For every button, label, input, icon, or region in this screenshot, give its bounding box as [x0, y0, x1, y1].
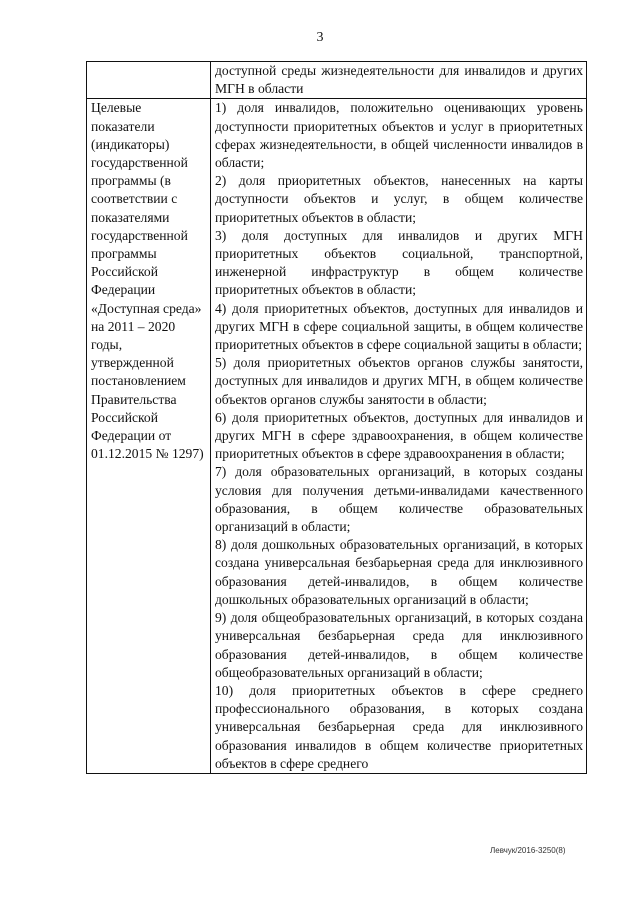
indicators-label-cell: Целевые показатели (индикаторы) государственной программы (в соответствии с показателями государственной программы Российской Федерации «Доступная среда» на 2011 – 2020 годы, утвержденной постановлением Правительства Российской Федерации от 01.12.2015 № 1297) [87, 99, 211, 774]
indicator-item-2: 2) доля приоритетных объектов, нанесенных на карты доступности объектов и услуг, в общем количестве приоритетных объектов в области; [215, 173, 583, 225]
row1-left-cell [87, 62, 211, 99]
indicator-item-1: 1) доля инвалидов, положительно оценивающих уровень доступности приоритетных объектов и услуг в приоритетных сферах жизнедеятельности, в общей численности инвалидов в области; [215, 100, 583, 171]
indicator-item-10: 10) доля приоритетных объектов в сфере среднего профессионального образования, в которых создана универсальная безбарьерная среда для инклюзивного образования инвалидов в общем количестве приоритетных объектов в сфере среднего [215, 682, 583, 771]
table-row [87, 62, 587, 99]
indicators-list-cell [211, 99, 587, 774]
indicator-item-8: 8) доля дошкольных образовательных организаций, в которых создана универсальная безбарьерная среда для инклюзивного образования детей-инвалидов, в общем количестве дошкольных образовательных организаций в области; [215, 537, 583, 607]
table-row [87, 99, 587, 774]
indicator-item-3: 3) доля доступных для инвалидов и других МГН приоритетных объектов социальной, транспортной, инженерной инфраструктур в общем количестве приоритетных объектов в области; [215, 227, 583, 298]
indicator-item-6: 6) доля приоритетных объектов, доступных для инвалидов и других МГН в сфере здравоохранения, в общем количестве приоритетных объектов в сфере здравоохранения в области; [215, 409, 583, 462]
page-number: 3 [316, 30, 324, 45]
indicator-item-9: 9) доля общеобразовательных организаций, в которых создана универсальная безбарьерная среда для инклюзивного образования детей-инвалидов, в общем количестве общеобразовательных организаций в области; [215, 610, 583, 680]
indicator-item-5: 5) доля приоритетных объектов органов службы занятости, доступных для инвалидов и других МГН, в общем количестве объектов органов службы занятости в области; [215, 355, 583, 407]
indicator-item-7: 7) доля образовательных организаций, в которых созданы условия для получения детьми-инвалидами качественного образования, в общем количестве образовательных организаций в области; [215, 464, 583, 535]
program-passport-table [86, 61, 587, 774]
indicator-item-4: 4) доля приоритетных объектов, доступных для инвалидов и других МГН в сфере социальной защиты, в общем количестве приоритетных объектов в сфере социальной защиты в области; [215, 300, 583, 353]
document-footer-code: Левчук/2016-3250(8) [490, 846, 566, 855]
row1-right-cell: доступной среды жизнедеятельности для инвалидов и других МГН в области [211, 62, 587, 99]
